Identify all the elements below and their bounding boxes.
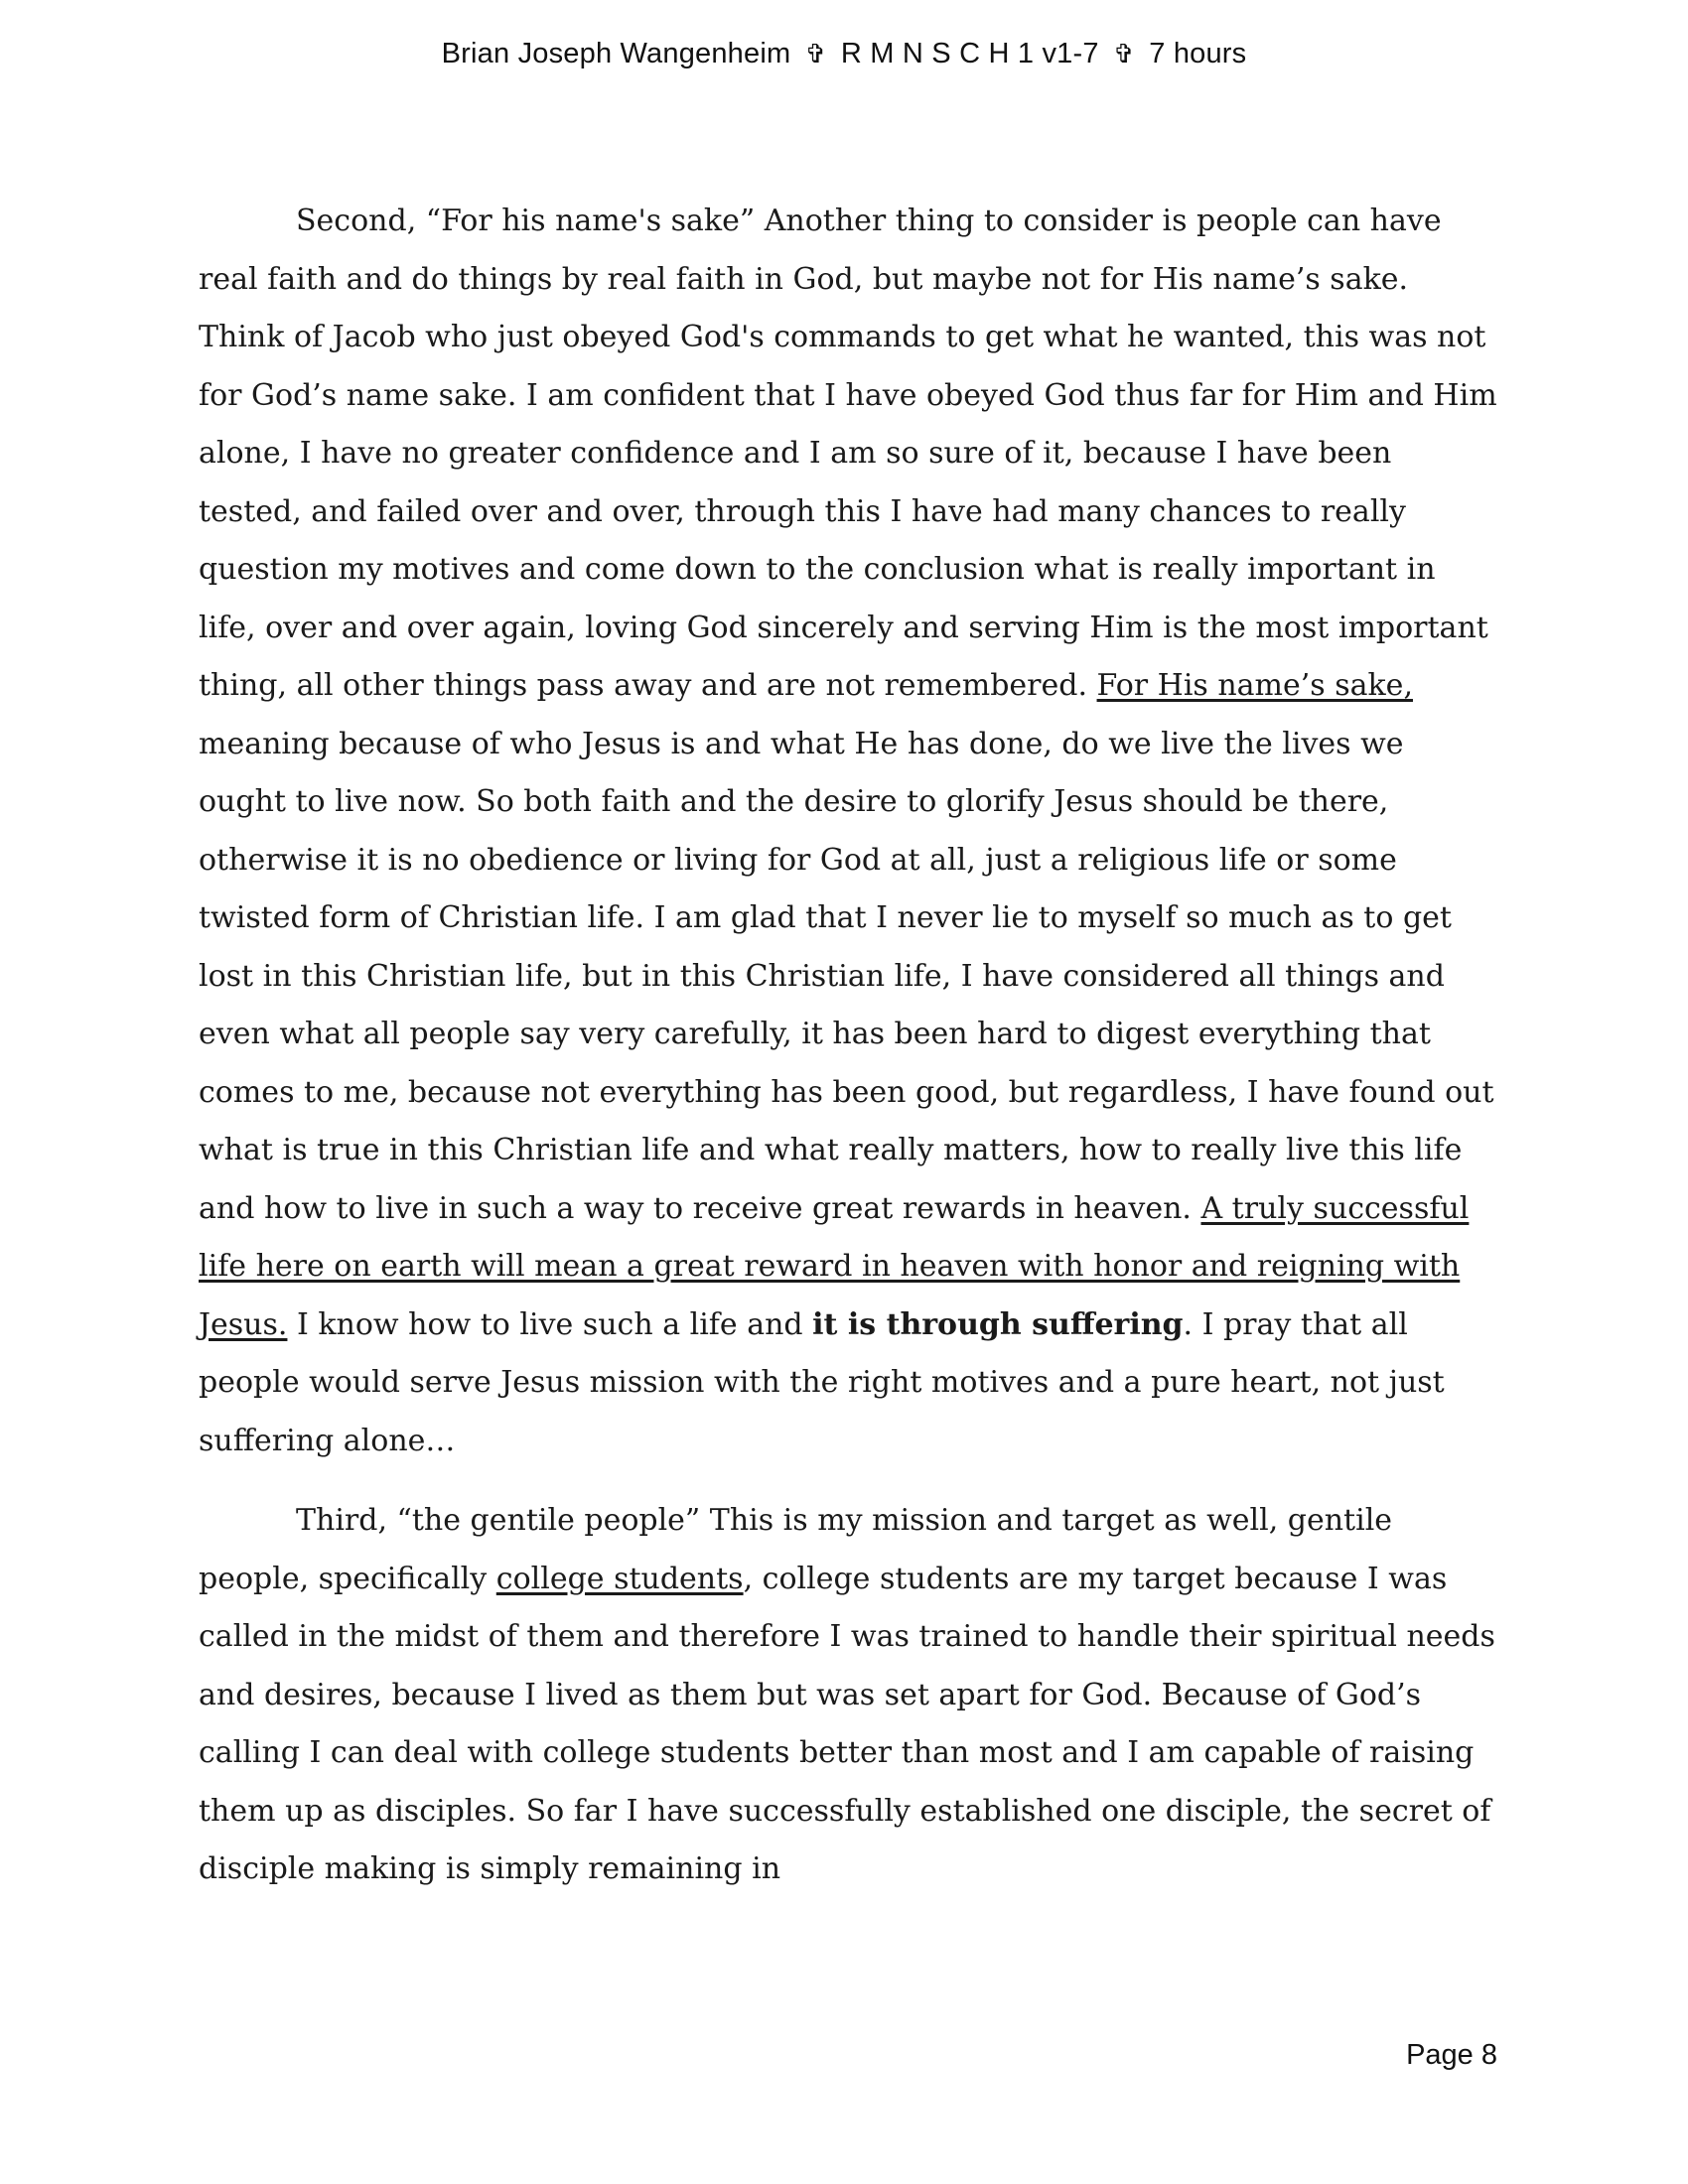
underlined-phrase: For His name’s sake, [1096,668,1413,703]
text-run: Second, “For his name's sake” Another thing to consider is people can have real faith and do things by real faith in God, but maybe not for His name’s sake. Think of Jacob who just obeyed God's commands to get what he wanted, this was not for God’s name sake. I am confident that I have obeyed God thus far for Him and Him alone, I have no greater confidence and I am so sure of it, because I have been tested, and failed over and over, through this I have had many chances to really question my motives and come down to the conclusion what is really important in life, over and over again, loving God sincerely and serving Him is the most important thing, all other things pass away and are not remembered. [199,204,1497,703]
text-run: I know how to live such a life and [287,1306,813,1342]
cross-icon: ✞ [1112,40,1135,69]
text-run: meaning because of who Jesus is and what He has done, do we live the lives we ought to live now. So both faith and the desire to glorify Jesus should be there, otherwise it is no obedience or living for God at all, just a religious life or some twisted form of Christian life. I am glad that I never lie to myself so much as to get lost in this Christian life, but in this Christian life, I have considered all things and even what all people say very carefully, it has been hard to digest everything that comes to me, because not everything has been good, but regardless, I have found out what is true in this Christian life and what really matters, how to really live this life and how to live in such a way to receive great rewards in heaven. [199,726,1494,1226]
header-chapter: R M N S C H 1 v1-7 [840,38,1099,69]
paragraph-third [199,1492,1499,1899]
underlined-phrase: college students [495,1561,744,1596]
cross-icon: ✞ [804,40,827,69]
text-run: Third, “the gentile people” This is my mission and target as well, gentile people, specifically [199,1503,1393,1596]
bold-phrase: it is through suffering [812,1306,1184,1342]
page-number: Page 8 [1406,2039,1497,2071]
underlined-sentence: A truly successful life here on earth will mean a great reward in heaven with honor and reigning with Jesus. [199,1190,1470,1342]
header-author: Brian Joseph Wangenheim [441,38,791,69]
text-run: . I pray that all people would serve Jesus mission with the right motives and a pure heart, not just suffering alone… [199,1306,1445,1458]
text-run: , college students are my target because I was called in the midst of them and therefore I was trained to handle their spiritual needs and desires, because I lived as them but was set apart for God. Because of God’s calling I can deal with college students better than most and I am capable of raising them up as disciples. So far I have successfully established one disciple, the secret of disciple making is simply remaining in [199,1561,1495,1886]
paragraph-second [199,193,1499,1470]
body-text [199,193,1499,1899]
page-header [0,38,1688,70]
header-duration: 7 hours [1149,38,1247,69]
